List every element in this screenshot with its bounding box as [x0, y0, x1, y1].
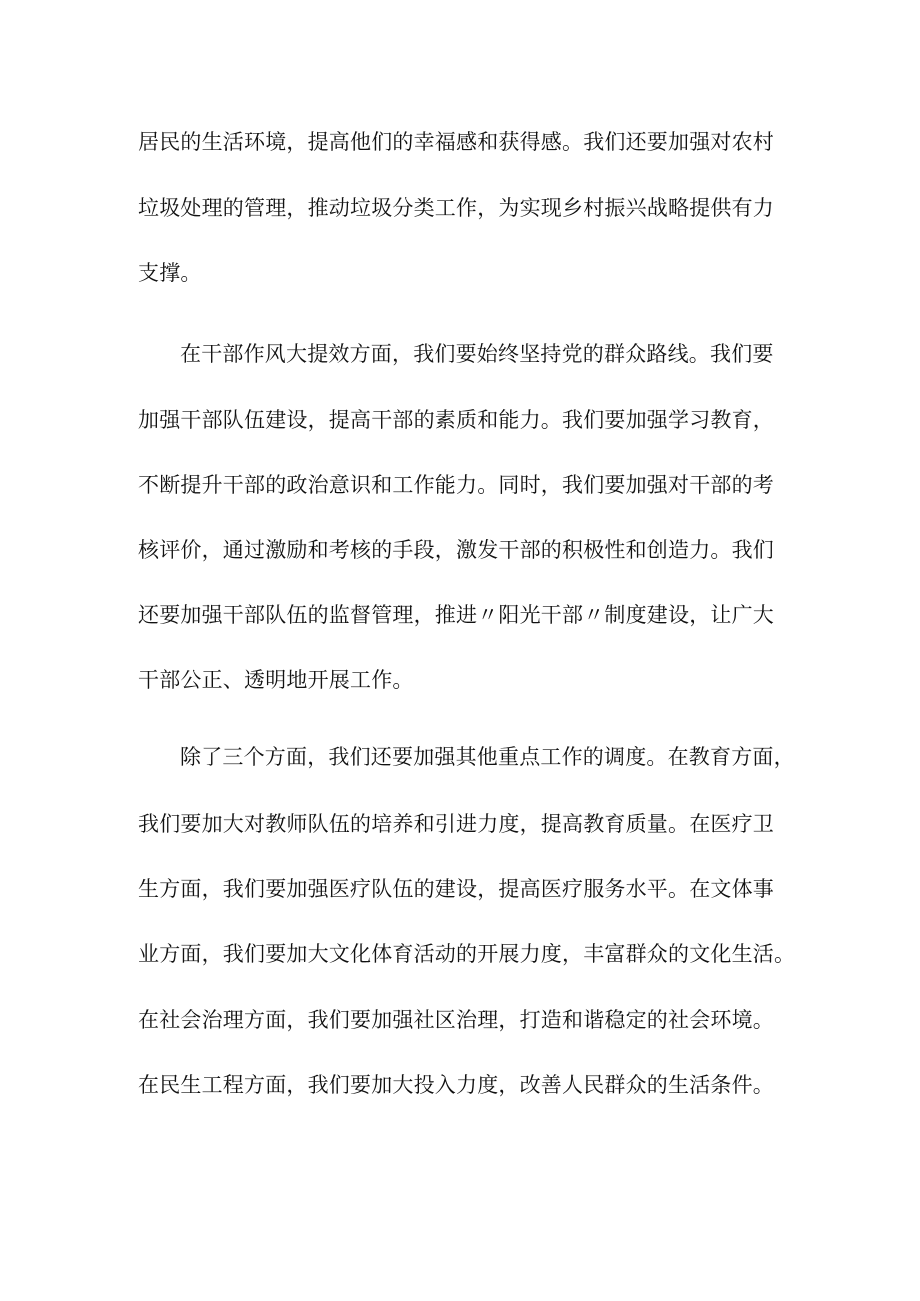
paragraph-line: 核评价，通过激励和考核的手段，激发干部的积极性和创造力。我们: [138, 538, 774, 562]
paragraph-line: 居民的生活环境，提高他们的幸福感和获得感。我们还要加强对农村: [138, 130, 774, 154]
paragraph-line: 不断提升干部的政治意识和工作能力。同时，我们要加强对干部的考: [138, 473, 774, 497]
paragraph-line: 支撑。: [138, 261, 202, 285]
paragraph-line: 在民生工程方面，我们要加大投入力度，改善人民群众的生活条件。: [138, 1073, 774, 1097]
paragraph-line: 除了三个方面，我们还要加强其他重点工作的调度。在教育方面，: [180, 745, 795, 769]
paragraph-line: 业方面，我们要加大文化体育活动的开展力度，丰富群众的文化生活。: [138, 942, 796, 966]
paragraph-line: 还要加强干部队伍的监督管理，推进〃阳光干部〃制度建设，让广大: [138, 603, 774, 627]
paragraph-line: 在社会治理方面，我们要加强社区治理，打造和谐稳定的社会环境。: [138, 1008, 774, 1032]
paragraph-line: 垃圾处理的管理，推动垃圾分类工作，为实现乡村振兴战略提供有力: [138, 196, 774, 220]
paragraph-line: 生方面，我们要加强医疗队伍的建设，提高医疗服务水平。在文体事: [138, 877, 774, 901]
paragraph-line: 加强干部队伍建设，提高干部的素质和能力。我们要加强学习教育，: [138, 408, 774, 432]
paragraph-line: 干部公正、透明地开展工作。: [138, 668, 414, 692]
paragraph-line: 我们要加大对教师队伍的培养和引进力度，提高教育质量。在医疗卫: [138, 812, 774, 836]
paragraph-line: 在干部作风大提效方面，我们要始终坚持党的群众路线。我们要: [180, 342, 774, 366]
